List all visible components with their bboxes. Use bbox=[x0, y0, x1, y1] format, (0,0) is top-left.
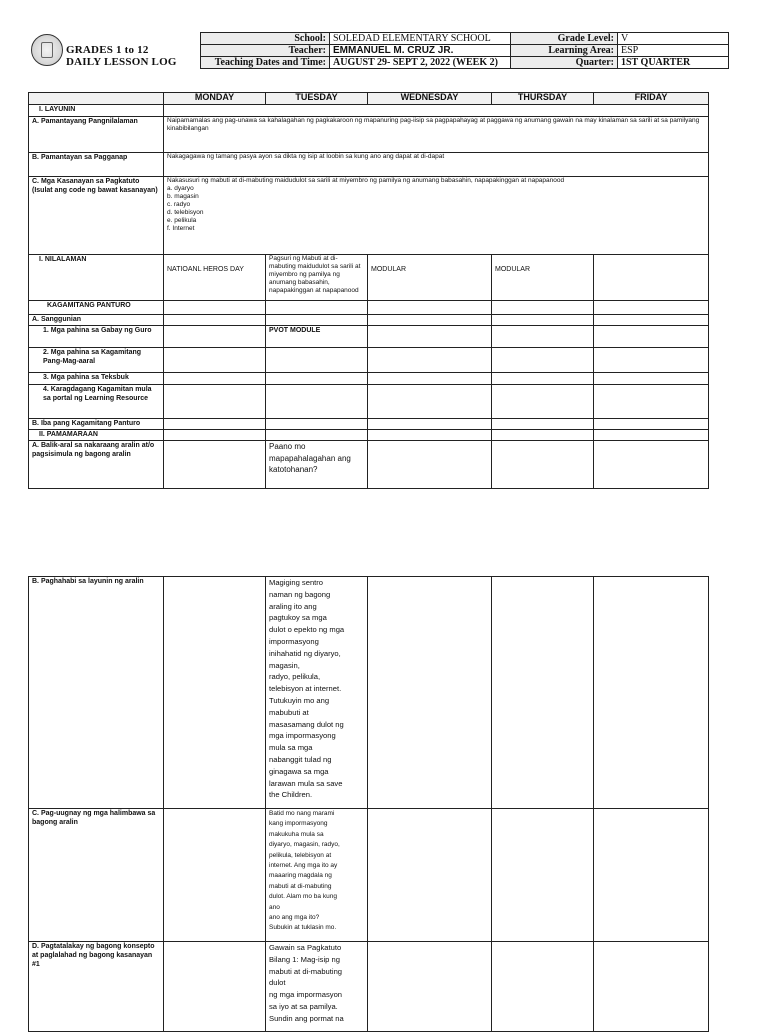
header-meta-table bbox=[200, 32, 729, 69]
pamantayang-pangnilalaman-text: Naipamamalas ang pag-unawa sa kahalagahan ng pagkakaroon ng mapanuring pag-iisip sa pagpapahayag at paggawa ng anumang gawain na may kinalaman sa sarili at sa pamilyang kinabibilangan bbox=[164, 117, 709, 153]
kasanayan-media-list bbox=[167, 185, 705, 233]
section-layunin: I. LAYUNIN bbox=[29, 105, 164, 117]
teacher-label: Teacher: bbox=[201, 45, 330, 57]
text-line: Subukin at tuklasin mo. bbox=[269, 924, 337, 932]
gabay-ng-guro-tuesday: PVOT MODULE bbox=[266, 326, 368, 348]
grade-level-value: V bbox=[618, 33, 729, 45]
day-header-tuesday: TUESDAY bbox=[266, 93, 368, 105]
text-line: mabubuti at bbox=[269, 707, 309, 717]
text-line: sa iyo at sa pamilya. bbox=[269, 1001, 338, 1011]
nilalaman-wednesday: MODULAR bbox=[368, 255, 492, 301]
text-line: the Children. bbox=[269, 790, 313, 800]
nilalaman-monday: NATIOANL HEROS DAY bbox=[164, 255, 266, 301]
text-line: mga impormasyong bbox=[269, 731, 336, 741]
row-label-gabay-ng-guro: 1. Mga pahina sa Gabay ng Guro bbox=[29, 326, 164, 348]
text-line: Sundin ang pormat na bbox=[269, 1013, 344, 1023]
text-line: masasamang dulot ng bbox=[269, 719, 344, 729]
text-line: Paano mo bbox=[269, 442, 306, 451]
list-item: f. Internet bbox=[167, 225, 195, 232]
section-kagamitang-panturo: KAGAMITANG PANTURO bbox=[29, 301, 164, 315]
row-label-balik-aral: A. Balik-aral sa nakaraang aralin at/o pagsisimula ng bagong aralin bbox=[29, 441, 164, 489]
lesson-log-table bbox=[28, 92, 709, 489]
header-title-line2: DAILY LESSON LOG bbox=[66, 56, 177, 68]
text-line: internet. Ang mga ito ay bbox=[269, 862, 338, 870]
text-line: ginagawa sa mga bbox=[269, 766, 329, 776]
day-header-friday: FRIDAY bbox=[594, 93, 709, 105]
list-item: c. radyo bbox=[167, 201, 191, 208]
row-label-sanggunian: A. Sanggunian bbox=[29, 315, 164, 326]
text-line: naman ng bagong bbox=[269, 589, 331, 599]
text-line: mabuti at di-mabuting bbox=[269, 966, 343, 976]
quarter-label: Quarter: bbox=[511, 57, 618, 69]
teaching-dates-label: Teaching Dates and Time: bbox=[201, 57, 330, 69]
text-line: pelikula, telebisyon at bbox=[269, 851, 332, 859]
kasanayan-sa-pagkatuto-cell bbox=[164, 177, 709, 255]
list-item: e. pelikula bbox=[167, 217, 197, 224]
row-label-paghahabi-sa-layunin: B. Paghahabi sa layunin ng aralin bbox=[29, 577, 164, 809]
row-label-iba-pang-kagamitan: B. Iba pang Kagamitang Panturo bbox=[29, 419, 164, 430]
pag-uugnay-tuesday bbox=[266, 809, 368, 942]
day-header-thursday: THURSDAY bbox=[492, 93, 594, 105]
text-line: Batid mo nang marami bbox=[269, 810, 335, 817]
row-label-kasanayan-sa-pagkatuto: C. Mga Kasanayan sa Pagkatuto (Isulat ang code ng bawat kasanayan) bbox=[29, 177, 164, 255]
row-label-pamantayan-sa-pagganap: B. Pamantayan sa Pagganap bbox=[29, 153, 164, 177]
learning-area-value: ESP bbox=[618, 45, 729, 57]
day-header-monday: MONDAY bbox=[164, 93, 266, 105]
paghahabi-tuesday bbox=[266, 577, 368, 809]
list-item: a. dyaryo bbox=[167, 185, 194, 192]
row-label-pag-uugnay: C. Pag-uugnay ng mga halimbawa sa bagong aralin bbox=[29, 809, 164, 942]
school-label: School: bbox=[201, 33, 330, 45]
day-header-wednesday: WEDNESDAY bbox=[368, 93, 492, 105]
text-line: nabanggit tulad ng bbox=[269, 754, 332, 764]
nilalaman-friday bbox=[594, 255, 709, 301]
row-label-pamantayang-pangnilalaman: A. Pamantayang Pangnilalaman bbox=[29, 117, 164, 153]
text-line: dulot. Alam mo ba kung bbox=[269, 893, 337, 901]
text-line: mabuti at di-mabuting bbox=[269, 882, 332, 890]
nilalaman-thursday: MODULAR bbox=[492, 255, 594, 301]
learning-area-label: Learning Area: bbox=[511, 45, 618, 57]
text-line: dulot o epekto ng mga bbox=[269, 625, 345, 635]
text-line: radyo, pelikula, bbox=[269, 672, 321, 682]
pamantayan-sa-pagganap-text: Nakagagawa ng tamang pasya ayon sa dikta ng isip at loobin sa kung ano ang dapat at di-dapat bbox=[164, 153, 709, 177]
grade-level-label: Grade Level: bbox=[511, 33, 618, 45]
text-line: mula sa mga bbox=[269, 743, 313, 753]
text-line: inihahatid ng diyaryo, bbox=[269, 648, 341, 658]
text-line: Bilang 1: Mag-isip ng bbox=[269, 954, 340, 964]
text-line: larawan mula sa save bbox=[269, 778, 343, 788]
teaching-dates-value: AUGUST 29- SEPT 2, 2022 (WEEK 2) bbox=[330, 57, 511, 69]
text-line: ano bbox=[269, 903, 280, 911]
text-line: Gawain sa Pagkatuto bbox=[269, 943, 342, 952]
teacher-value: EMMANUEL M. CRUZ JR. bbox=[330, 45, 511, 57]
text-line: makukuha mula sa bbox=[269, 830, 324, 838]
row-label-teksbuk: 3. Mga pahina sa Teksbuk bbox=[29, 373, 164, 385]
text-line: kang impormasyong bbox=[269, 820, 328, 828]
text-line: telebisyon at internet. bbox=[269, 684, 342, 694]
section-pamamaraan: II. PAMAMARAAN bbox=[29, 430, 164, 441]
kasanayan-text: Nakasusuri ng mabuti at di-mabuting maidudulot sa sarili at miyembro ng pamilya ng anumang babasahin, napapakinggan at napapanood bbox=[167, 177, 565, 184]
corner-header-cell bbox=[29, 93, 164, 105]
quarter-value: 1ST QUARTER bbox=[618, 57, 729, 69]
pagtatalakay-tuesday bbox=[266, 942, 368, 1032]
row-label-kagamitang-pang-mag-aaral: 2. Mga pahina sa Kagamitang Pang-Mag-aaral bbox=[29, 348, 164, 373]
school-value: SOLEDAD ELEMENTARY SCHOOL bbox=[330, 33, 511, 45]
text-line: maaaring magdala ng bbox=[269, 872, 332, 880]
list-item: b. magasin bbox=[167, 193, 199, 200]
nilalaman-tuesday: Pagsuri ng Mabuti at di-mabuting maidudulot sa sarili at miyembro ng pamilya ng anumang babasahin, napapakinggan at napapanood bbox=[266, 255, 368, 301]
lesson-log-table-continued bbox=[28, 576, 709, 1032]
text-line: ano ang mga ito? bbox=[269, 914, 320, 922]
row-label-learning-resource: 4. Karagdagang Kagamitan mula sa portal ng Learning Resource bbox=[29, 385, 164, 419]
text-line: katotohanan? bbox=[269, 465, 318, 475]
text-line: Tutukuyin mo ang bbox=[269, 695, 330, 705]
layunin-empty-cell bbox=[164, 105, 709, 117]
balik-aral-tuesday bbox=[266, 441, 368, 489]
header-title-line1: GRADES 1 to 12 bbox=[66, 44, 149, 56]
text-line: mapapahalagahan ang bbox=[269, 453, 351, 463]
deped-seal-logo bbox=[31, 34, 63, 66]
text-line: diyaryo, magasin, radyo, bbox=[269, 841, 340, 849]
row-label-pagtatalakay: D. Pagtatalakay ng bagong konsepto at paglalahad ng bagong kasanayan #1 bbox=[29, 942, 164, 1032]
list-item: d. telebisyon bbox=[167, 209, 204, 216]
section-nilalaman: I. NILALAMAN bbox=[29, 255, 164, 301]
text-line: pagtukoy sa mga bbox=[269, 613, 327, 623]
text-line: magasin, bbox=[269, 660, 300, 670]
text-line: araling ito ang bbox=[269, 601, 317, 611]
text-line: dulot bbox=[269, 978, 286, 988]
text-line: Magiging sentro bbox=[269, 578, 324, 587]
text-line: impormasyong bbox=[269, 636, 319, 646]
text-line: ng mga impormasyon bbox=[269, 990, 343, 1000]
